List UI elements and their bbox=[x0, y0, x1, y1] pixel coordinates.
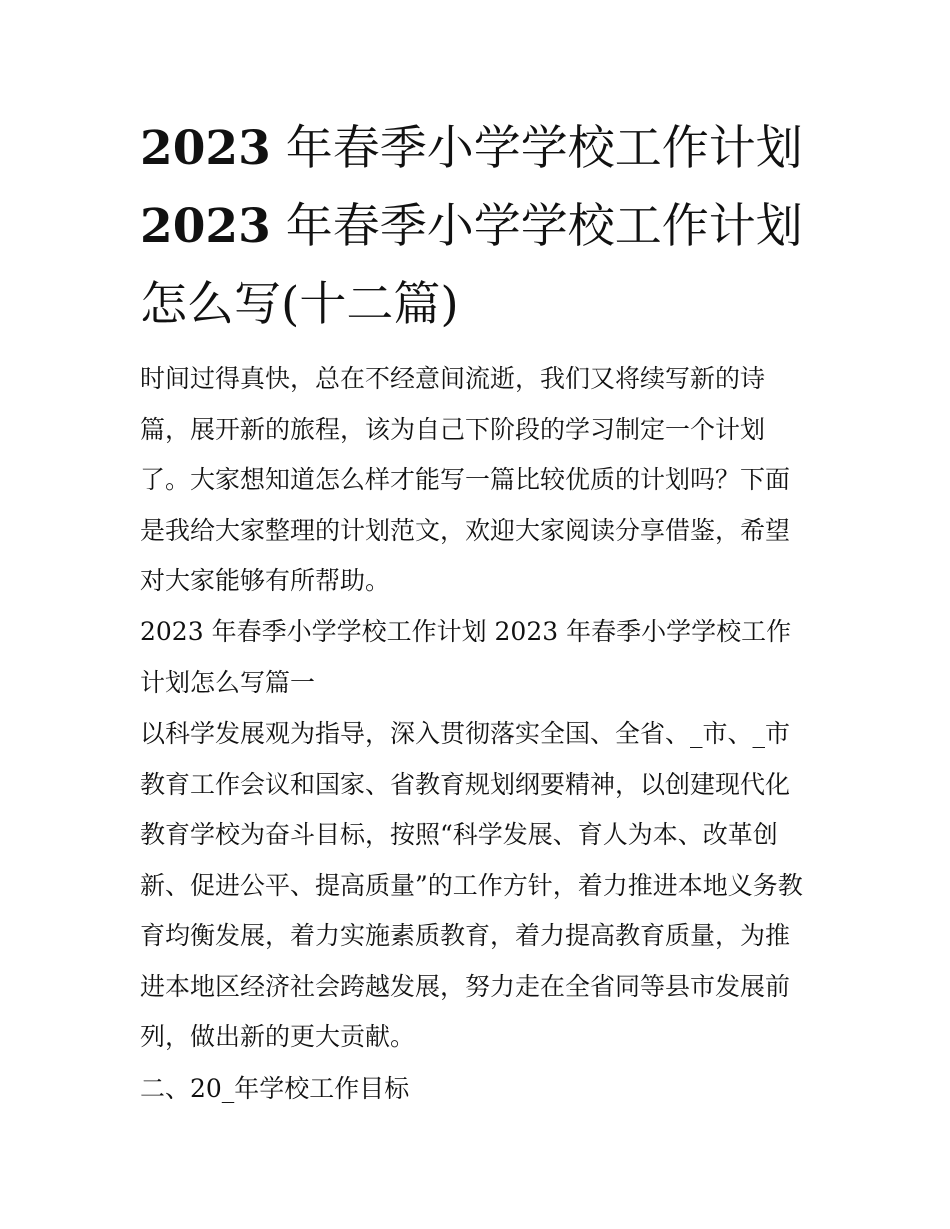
body-paragraph: 以科学发展观为指导，深入贯彻落实全国、全省、_市、_市教育工作会议和国家、省教育规划纲要精神，以创建现代化教育学校为奋斗目标，按照“科学发展、育人为本、改革创新、促进公平、提高质量”的工作方针，着力推进本地义务教育均衡发展，着力实施素质教育，着力提高教育质量，为推进本地区经济社会跨越发展，努力走在全省同等县市发展前列，做出新的更大贡献。 bbox=[140, 719, 803, 1051]
intro-paragraph: 时间过得真快，总在不经意间流逝，我们又将续写新的诗篇，展开新的旅程，该为自己下阶段的学习制定一个计划了。大家想知道怎么样才能写一篇比较优质的计划吗？下面是我给大家整理的计划范文，欢迎大家阅读分享借鉴，希望对大家能够有所帮助。 bbox=[140, 364, 791, 595]
section-heading: 二、20_年学校工作目标 bbox=[140, 1074, 410, 1103]
title-text-2: 年春季小学学校工作计划怎么写(十二篇) bbox=[140, 199, 803, 332]
title-year-2: 2023 bbox=[140, 199, 271, 254]
document-title bbox=[140, 110, 820, 344]
title-text-1: 年春季小学学校工作计划 bbox=[270, 121, 803, 176]
title-year-1: 2023 bbox=[140, 121, 271, 176]
section-subtitle: 2023 年春季小学学校工作计划 2023 年春季小学学校工作计划怎么写篇一 bbox=[140, 617, 792, 697]
